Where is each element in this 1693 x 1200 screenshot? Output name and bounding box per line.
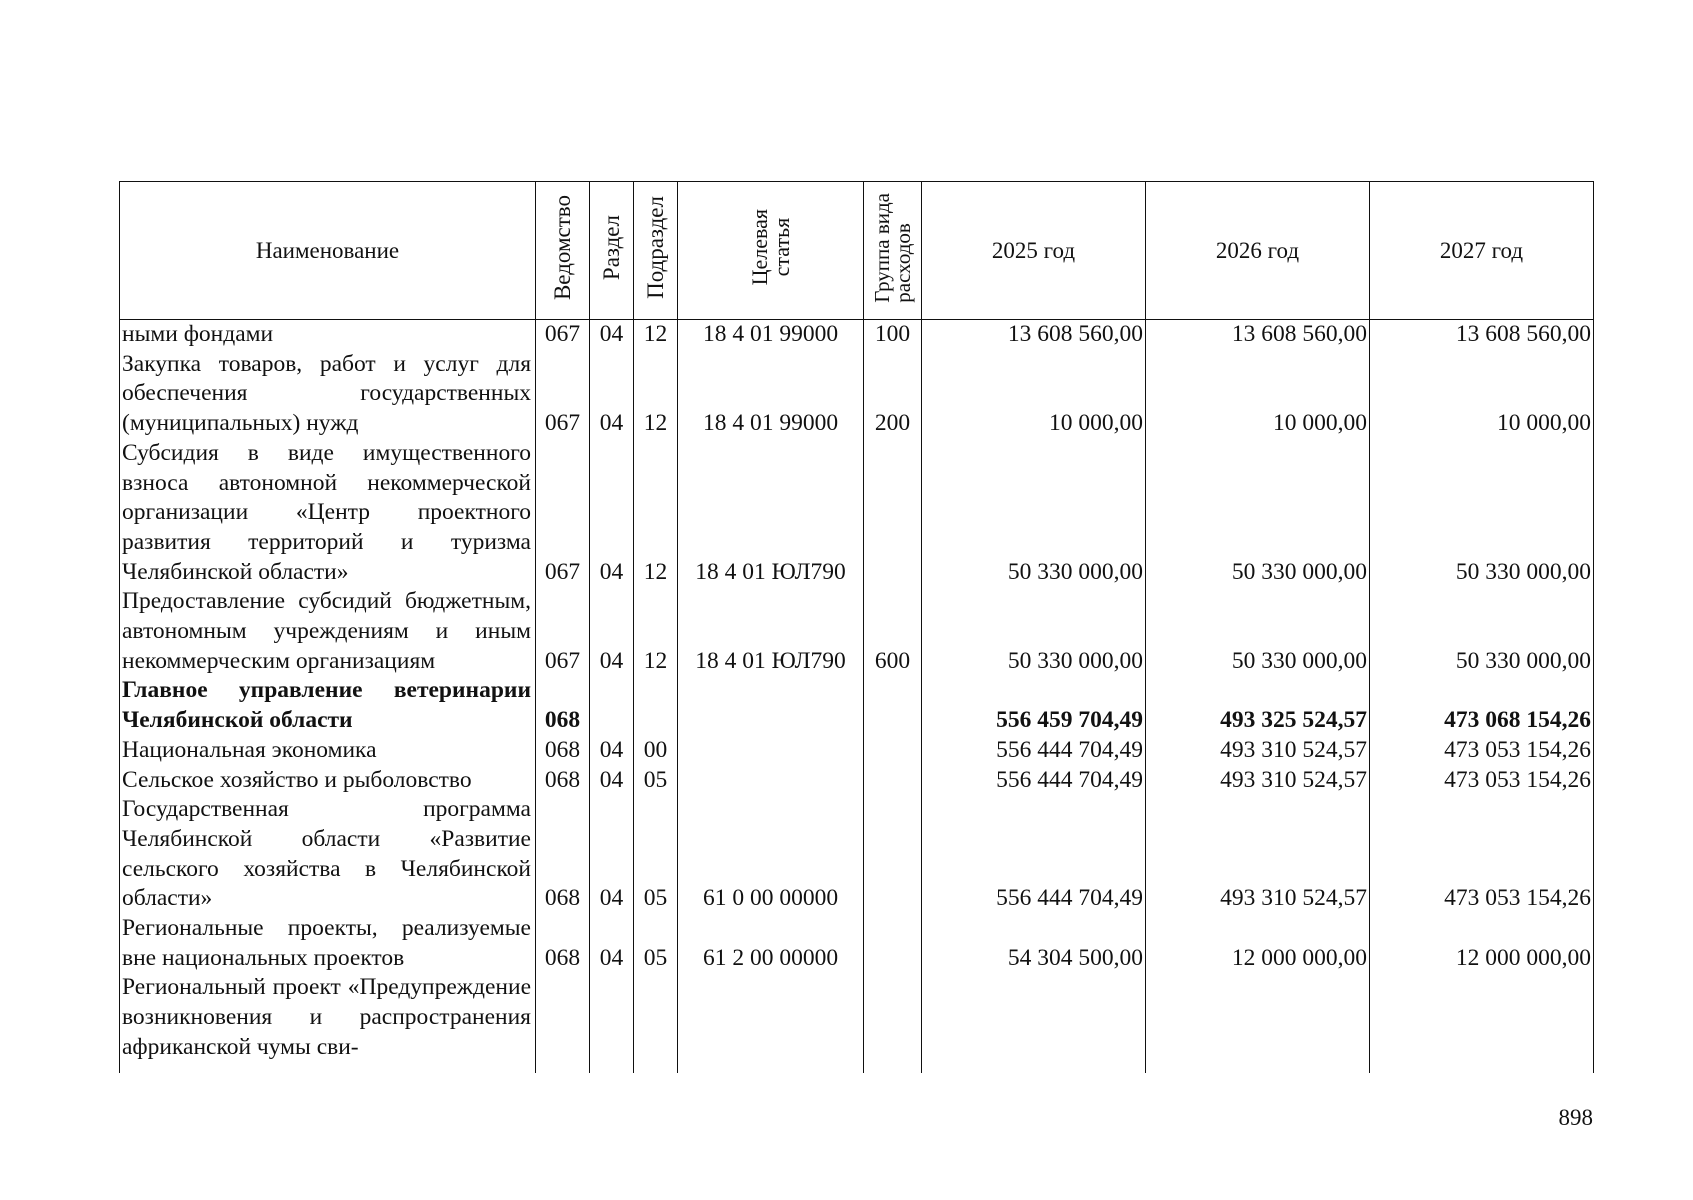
cell-gruppa xyxy=(864,766,922,796)
budget-sheet xyxy=(119,181,1593,1101)
header-gruppa-vida-raskhodov: Группа вида расходов xyxy=(864,182,922,320)
table-body xyxy=(120,320,1594,1074)
cell-2027: 50 330 000,00 xyxy=(1370,587,1594,676)
cell-2027: 473 053 154,26 xyxy=(1370,736,1594,766)
cell-2026: 12 000 000,00 xyxy=(1146,914,1370,973)
cell-celevaya-statya: 18 4 01 ЮЛ790 xyxy=(678,439,864,588)
cell-2025: 10 000,00 xyxy=(922,350,1146,439)
cell-name: Главное управление ветеринарии Челябинской области xyxy=(120,676,536,735)
cell-razdel: 04 xyxy=(590,795,634,914)
cell-2026: 50 330 000,00 xyxy=(1146,439,1370,588)
cell-vedomstvo: 067 xyxy=(536,587,590,676)
cell-celevaya-statya: 18 4 01 99000 xyxy=(678,320,864,350)
cell-2025 xyxy=(922,973,1146,1073)
cell-celevaya-statya: 18 4 01 ЮЛ790 xyxy=(678,587,864,676)
cell-2026: 493 310 524,57 xyxy=(1146,766,1370,796)
table-row xyxy=(120,676,1594,735)
cell-2027 xyxy=(1370,973,1594,1073)
cell-podrazdel: 05 xyxy=(634,914,678,973)
table-row xyxy=(120,439,1594,588)
cell-2026: 50 330 000,00 xyxy=(1146,587,1370,676)
cell-podrazdel: 00 xyxy=(634,736,678,766)
cell-gruppa xyxy=(864,914,922,973)
header-2025: 2025 год xyxy=(922,182,1146,320)
cell-2027: 50 330 000,00 xyxy=(1370,439,1594,588)
cell-vedomstvo: 067 xyxy=(536,320,590,350)
cell-2027: 473 053 154,26 xyxy=(1370,795,1594,914)
cell-name: Закупка товаров, работ и услуг для обеспечения государственных (муниципальных) нужд xyxy=(120,350,536,439)
table-row xyxy=(120,795,1594,914)
cell-gruppa xyxy=(864,973,922,1073)
cell-vedomstvo: 068 xyxy=(536,736,590,766)
cell-podrazdel xyxy=(634,973,678,1073)
cell-2025: 556 444 704,49 xyxy=(922,795,1146,914)
page-number: 898 xyxy=(1558,1105,1593,1130)
cell-2027: 10 000,00 xyxy=(1370,350,1594,439)
cell-celevaya-statya xyxy=(678,676,864,735)
cell-2025: 556 444 704,49 xyxy=(922,766,1146,796)
cell-razdel: 04 xyxy=(590,320,634,350)
cell-2026 xyxy=(1146,973,1370,1073)
cell-name: Сельское хозяйство и рыболовство xyxy=(120,766,536,796)
header-vedomstvo: Ведомство xyxy=(536,182,590,320)
budget-table xyxy=(119,181,1594,1073)
cell-2025: 54 304 500,00 xyxy=(922,914,1146,973)
cell-celevaya-statya xyxy=(678,973,864,1073)
cell-2026: 493 310 524,57 xyxy=(1146,795,1370,914)
cell-gruppa xyxy=(864,439,922,588)
cell-razdel: 04 xyxy=(590,587,634,676)
cell-vedomstvo: 068 xyxy=(536,795,590,914)
cell-gruppa: 600 xyxy=(864,587,922,676)
cell-podrazdel: 12 xyxy=(634,439,678,588)
cell-name: Предоставление субсидий бюджетным, автономным учреждениям и иным некоммерческим организациям xyxy=(120,587,536,676)
cell-vedomstvo: 068 xyxy=(536,676,590,735)
header-podrazdel: Подраздел xyxy=(634,182,678,320)
cell-2025: 556 459 704,49 xyxy=(922,676,1146,735)
cell-celevaya-statya: 61 0 00 00000 xyxy=(678,795,864,914)
cell-2026: 13 608 560,00 xyxy=(1146,320,1370,350)
cell-podrazdel: 12 xyxy=(634,320,678,350)
cell-2027: 12 000 000,00 xyxy=(1370,914,1594,973)
cell-celevaya-statya xyxy=(678,766,864,796)
cell-name: Государственная программа Челябинской области «Развитие сельского хозяйства в Челябинской области» xyxy=(120,795,536,914)
cell-gruppa xyxy=(864,676,922,735)
header-2026: 2026 год xyxy=(1146,182,1370,320)
header-name: Наименование xyxy=(120,182,536,320)
cell-2027: 13 608 560,00 xyxy=(1370,320,1594,350)
cell-celevaya-statya xyxy=(678,736,864,766)
header-2027: 2027 год xyxy=(1370,182,1594,320)
cell-gruppa xyxy=(864,736,922,766)
cell-podrazdel: 12 xyxy=(634,587,678,676)
cell-vedomstvo: 068 xyxy=(536,766,590,796)
cell-2026: 493 310 524,57 xyxy=(1146,736,1370,766)
cell-name: Субсидия в виде имущественного взноса автономной некоммерческой организации «Центр проектного развития территорий и туризма Челябинской области» xyxy=(120,439,536,588)
cell-gruppa xyxy=(864,795,922,914)
cell-podrazdel xyxy=(634,676,678,735)
cell-name: Региональные проекты, реализуемые вне национальных проектов xyxy=(120,914,536,973)
cell-celevaya-statya: 18 4 01 99000 xyxy=(678,350,864,439)
table-row xyxy=(120,914,1594,973)
cell-razdel: 04 xyxy=(590,350,634,439)
cell-vedomstvo: 067 xyxy=(536,350,590,439)
cell-2025: 556 444 704,49 xyxy=(922,736,1146,766)
cell-2025: 50 330 000,00 xyxy=(922,439,1146,588)
cell-razdel: 04 xyxy=(590,766,634,796)
cell-name: ными фондами xyxy=(120,320,536,350)
cell-2025: 13 608 560,00 xyxy=(922,320,1146,350)
cell-vedomstvo xyxy=(536,973,590,1073)
cell-razdel: 04 xyxy=(590,439,634,588)
cell-2027: 473 068 154,26 xyxy=(1370,676,1594,735)
cell-vedomstvo: 068 xyxy=(536,914,590,973)
cell-2026: 10 000,00 xyxy=(1146,350,1370,439)
cell-podrazdel: 05 xyxy=(634,766,678,796)
cell-podrazdel: 05 xyxy=(634,795,678,914)
cell-name: Региональный проект «Предупреждение возникновения и распространения африканской чумы сви- xyxy=(120,973,536,1073)
header-celevaya-statya: Целевая статья xyxy=(678,182,864,320)
cell-razdel: 04 xyxy=(590,736,634,766)
cell-name: Национальная экономика xyxy=(120,736,536,766)
table-header-row xyxy=(120,182,1594,320)
table-row xyxy=(120,766,1594,796)
cell-razdel xyxy=(590,973,634,1073)
cell-podrazdel: 12 xyxy=(634,350,678,439)
table-row xyxy=(120,320,1594,350)
cell-vedomstvo: 067 xyxy=(536,439,590,588)
table-row xyxy=(120,350,1594,439)
header-razdel: Раздел xyxy=(590,182,634,320)
table-row xyxy=(120,973,1594,1073)
cell-razdel: 04 xyxy=(590,914,634,973)
cell-celevaya-statya: 61 2 00 00000 xyxy=(678,914,864,973)
cell-gruppa: 200 xyxy=(864,350,922,439)
cell-2027: 473 053 154,26 xyxy=(1370,766,1594,796)
cell-gruppa: 100 xyxy=(864,320,922,350)
table-row xyxy=(120,587,1594,676)
cell-2026: 493 325 524,57 xyxy=(1146,676,1370,735)
cell-razdel xyxy=(590,676,634,735)
cell-2025: 50 330 000,00 xyxy=(922,587,1146,676)
table-row xyxy=(120,736,1594,766)
